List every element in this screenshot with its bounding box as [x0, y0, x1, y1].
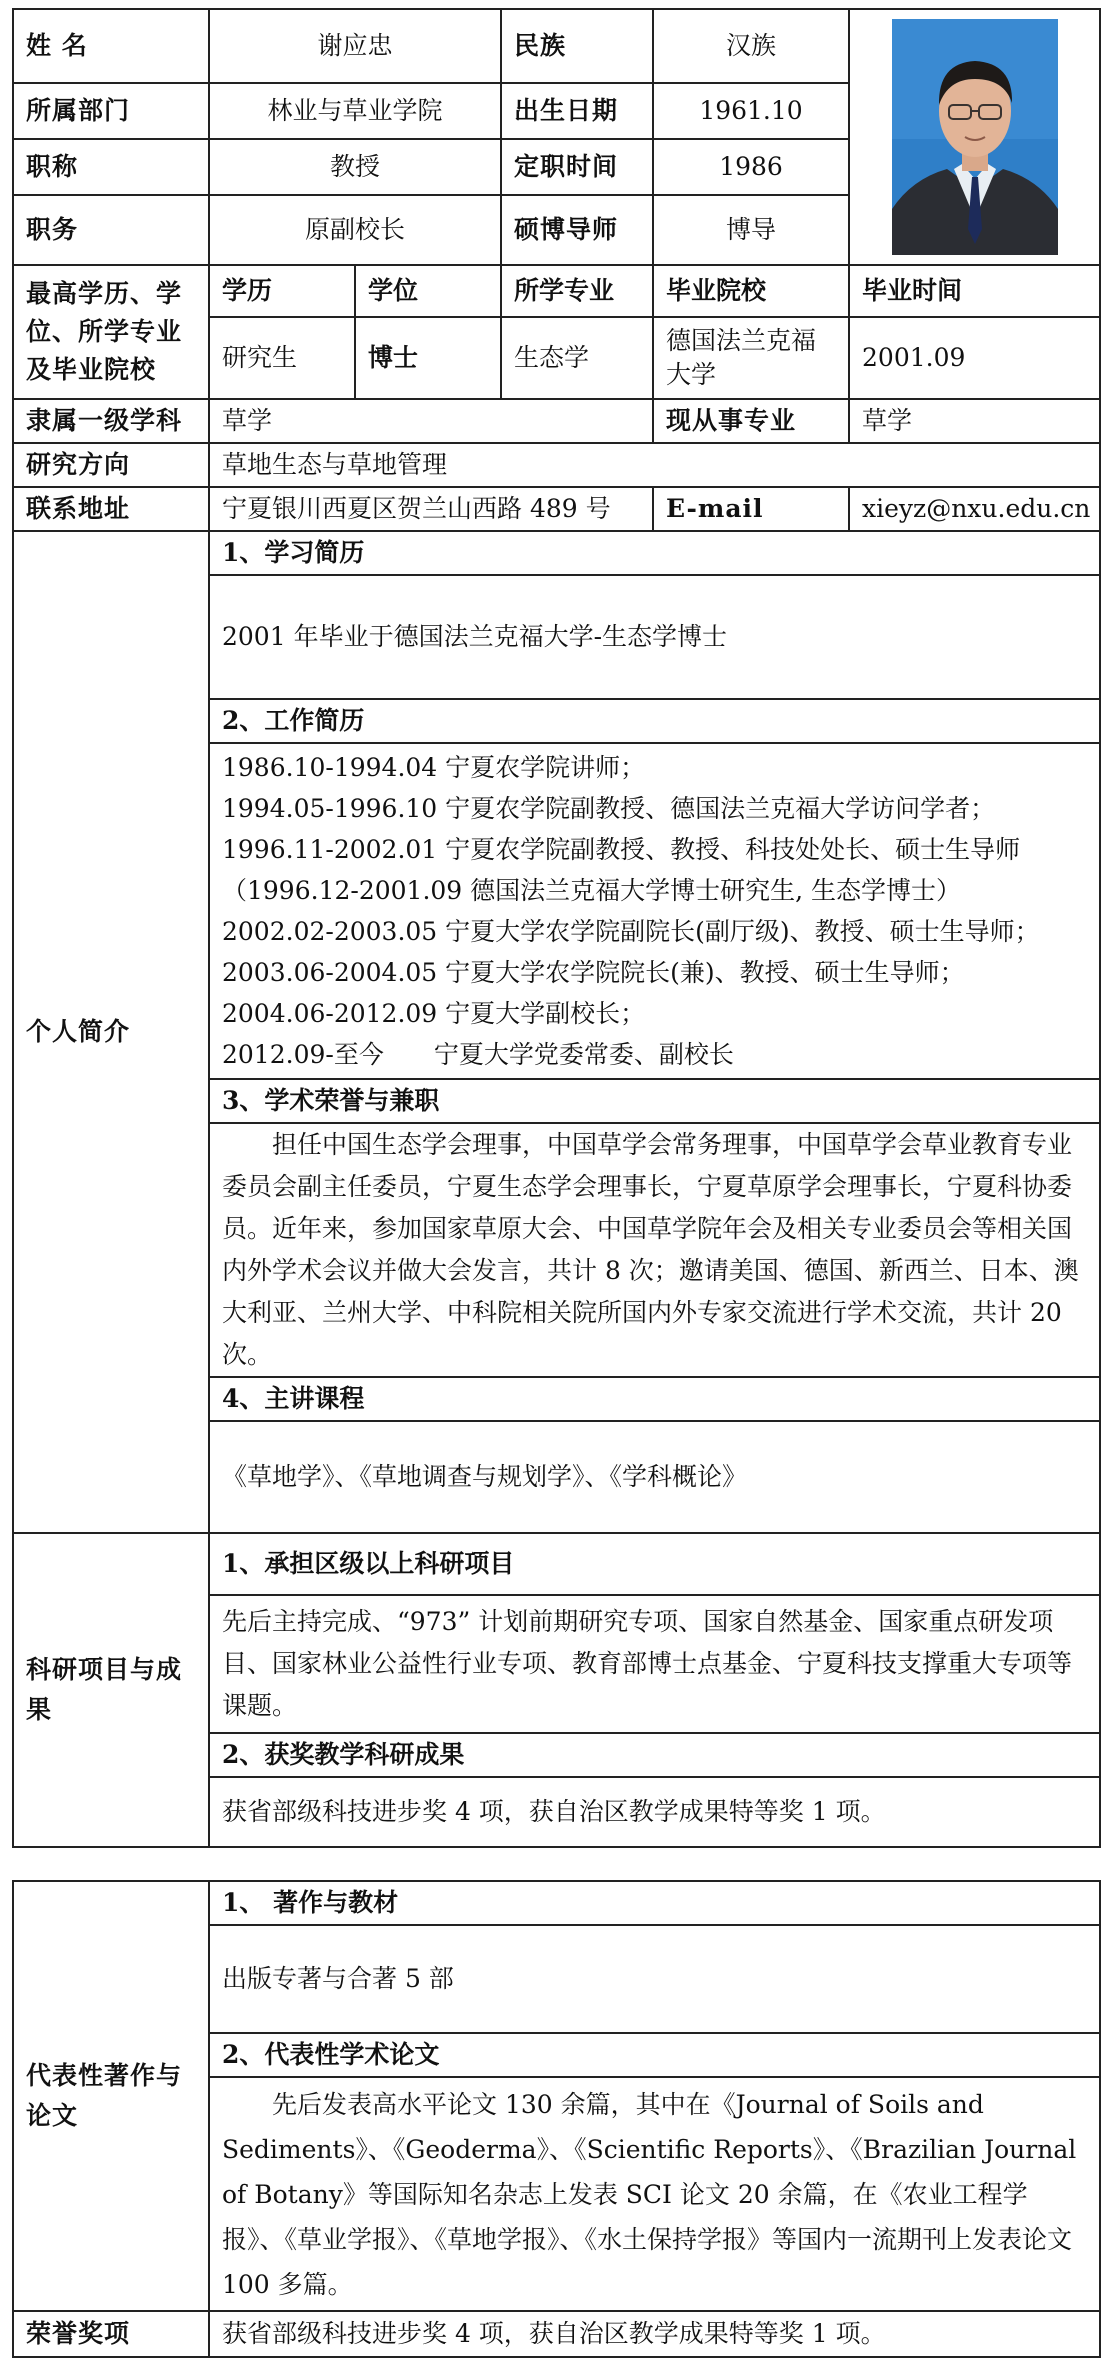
- title-label: 职称: [13, 139, 209, 195]
- edu-header-grad-date: 毕业时间: [849, 265, 1100, 317]
- current-major-label: 现从事专业: [653, 399, 849, 443]
- work-history: [209, 743, 1100, 1079]
- birth-value: 1961.10: [653, 83, 849, 139]
- work-line: 2004.06-2012.09 宁夏大学副校长；: [222, 999, 646, 1028]
- portrait-photo: [892, 19, 1058, 255]
- contact-address: 宁夏银川西夏区贺兰山西路 489 号: [209, 487, 653, 531]
- work-line: 2003.06-2004.05 宁夏大学农学院院长(兼)、教授、硕士生导师；: [222, 958, 965, 987]
- birth-label: 出生日期: [501, 83, 653, 139]
- discipline-value: 草学: [209, 399, 653, 443]
- work-line: 1986.10-1994.04 宁夏农学院讲师；: [222, 753, 646, 782]
- edu-header-degree-level: 学历: [209, 265, 355, 317]
- dept-value: 林业与草业学院: [209, 83, 501, 139]
- edu-grad-date: 2001.09: [849, 317, 1100, 399]
- discipline-label: 隶属一级学科: [13, 399, 209, 443]
- award-title: 2、获奖教学科研成果: [209, 1733, 1100, 1777]
- edu-header-degree: 学位: [355, 265, 501, 317]
- current-major-value: 草学: [849, 399, 1100, 443]
- resume-table-continued: [12, 1880, 1101, 2358]
- works-label: 代表性著作与论文: [13, 1881, 209, 2311]
- work-line: 2002.02-2003.05 宁夏大学农学院副院长(副厅级)、教授、硕士生导师；: [222, 917, 1040, 946]
- supervisor-label: 硕博导师: [501, 195, 653, 265]
- honors-value: 获省部级科技进步奖 4 项，获自治区教学成果特等奖 1 项。: [209, 2311, 1100, 2357]
- dept-label: 所属部门: [13, 83, 209, 139]
- paper-title: 2、代表性学术论文: [209, 2033, 1100, 2077]
- email-value: xieyz@nxu.edu.cn: [849, 487, 1100, 531]
- resume-table-main: [12, 8, 1101, 1848]
- contact-label: 联系地址: [13, 487, 209, 531]
- project-text: 先后主持完成、“973” 计划前期研究专项、国家自然基金、国家重点研发项目、国家林业公益性行业专项、教育部博士点基金、宁夏科技支撑重大专项等课题。: [209, 1595, 1100, 1733]
- course-title: 4、主讲课程: [209, 1377, 1100, 1421]
- photo-cell: [849, 9, 1100, 265]
- edu-major: 生态学: [501, 317, 653, 399]
- study-title: 1、学习简历: [209, 531, 1100, 575]
- title-year-value: 1986: [653, 139, 849, 195]
- name-value: 谢应忠: [209, 9, 501, 83]
- edu-header-school: 毕业院校: [653, 265, 849, 317]
- research-label: 研究方向: [13, 443, 209, 487]
- position-value: 原副校长: [209, 195, 501, 265]
- project-title: 1、承担区级以上科研项目: [209, 1533, 1100, 1595]
- research-value: 草地生态与草地管理: [209, 443, 1100, 487]
- work-line: （1996.12-2001.09 德国法兰克福大学博士研究生, 生态学博士）: [222, 876, 962, 905]
- email-label: E-mail: [653, 487, 849, 531]
- edu-school: 德国法兰克福大学: [653, 317, 849, 399]
- profile-label: 个人简介: [13, 531, 209, 1533]
- position-label: 职务: [13, 195, 209, 265]
- edu-degree-level: 研究生: [209, 317, 355, 399]
- title-value: 教授: [209, 139, 501, 195]
- course-text: 《草地学》、《草地调查与规划学》、《学科概论》: [209, 1421, 1100, 1533]
- education-label: 最高学历、学位、所学专业及毕业院校: [13, 265, 209, 399]
- portrait-image: [892, 19, 1058, 255]
- supervisor-value: 博导: [653, 195, 849, 265]
- edu-degree: 博士: [355, 317, 501, 399]
- work-line: 2012.09-至今 宁夏大学党委常委、副校长: [222, 1040, 734, 1069]
- edu-header-major: 所学专业: [501, 265, 653, 317]
- work-line: 1994.05-1996.10 宁夏农学院副教授、德国法兰克福大学访问学者；: [222, 794, 996, 823]
- title-year-label: 定职时间: [501, 139, 653, 195]
- work-line: 1996.11-2002.01 宁夏农学院副教授、教授、科技处处长、硕士生导师: [222, 835, 1021, 864]
- honor-text: 担任中国生态学会理事，中国草学会常务理事，中国草学会草业教育专业委员会副主任委员，宁夏生态学会理事长，宁夏草原学会理事长，宁夏科协委员。近年来，参加国家草原大会、中国草学院年会及相关专业委员会等相关国内外学术会议并做大会发言，共计 8 次；邀请美国、德国、新西兰、日本、澳大利亚、兰州大学、中科院相关院所国内外专家交流进行学术交流，共计 20 次。: [209, 1123, 1100, 1377]
- award-text: 获省部级科技进步奖 4 项，获自治区教学成果特等奖 1 项。: [209, 1777, 1100, 1847]
- honors-label: 荣誉奖项: [13, 2311, 209, 2357]
- honor-title: 3、学术荣誉与兼职: [209, 1079, 1100, 1123]
- book-text: 出版专著与合著 5 部: [209, 1925, 1100, 2033]
- paper-text: 先后发表高水平论文 130 余篇，其中在《Journal of Soils and Sediments》、《Geoderma》、《Scientific Reports》、《Brazilian Journal of Botany》等国际知名杂志上发表 SCI 论文 20 余篇，在《农业工程学报》、《草业学报》、《草地学报》、《水土保持学报》等国内一流期刊上发表论文 100 多篇。: [209, 2077, 1100, 2311]
- study-text: 2001 年毕业于德国法兰克福大学-生态学博士: [209, 575, 1100, 699]
- ethnicity-label: 民族: [501, 9, 653, 83]
- name-label: 姓 名: [13, 9, 209, 83]
- projects-label: 科研项目与成果: [13, 1533, 209, 1847]
- work-title: 2、工作简历: [209, 699, 1100, 743]
- book-title: 1、 著作与教材: [209, 1881, 1100, 1925]
- ethnicity-value: 汉族: [653, 9, 849, 83]
